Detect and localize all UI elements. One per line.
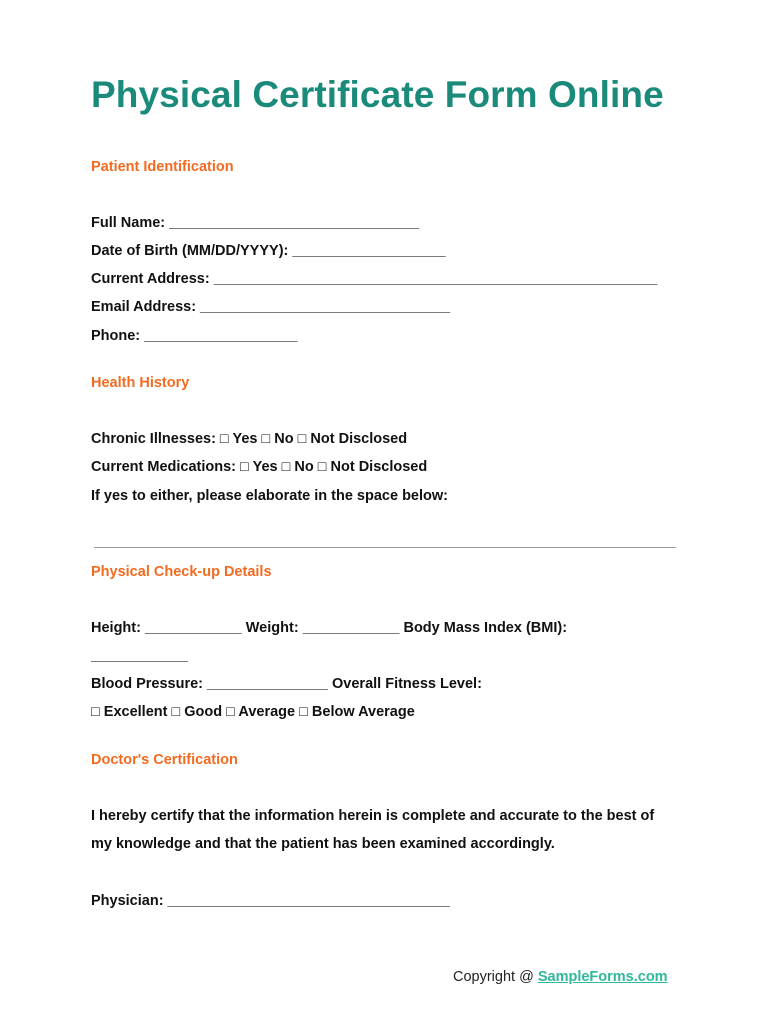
certification-statement-line-1: I hereby certify that the information herein is complete and accurate to the best of	[91, 808, 655, 824]
fitness-level-options[interactable]: □ Excellent □ Good □ Average □ Below Average	[91, 704, 415, 720]
page-title: Physical Certificate Form Online	[91, 74, 664, 115]
phone-field[interactable]: Phone: ___________________	[91, 328, 298, 344]
physician-signature-field[interactable]: Physician: ___________________________________	[91, 893, 450, 909]
section-heading-doctors-certification: Doctor's Certification	[91, 752, 238, 768]
section-heading-physical-checkup: Physical Check-up Details	[91, 564, 272, 580]
blood-pressure-fitness-fields[interactable]: Blood Pressure: _______________ Overall Fitness Level:	[91, 676, 482, 692]
full-name-field[interactable]: Full Name: _______________________________	[91, 215, 420, 231]
chronic-illnesses-options[interactable]: Chronic Illnesses: □ Yes □ No □ Not Disclosed	[91, 431, 408, 447]
section-heading-health-history: Health History	[91, 375, 190, 391]
copyright-text: Copyright @	[453, 969, 534, 985]
footer-copyright	[453, 969, 668, 985]
email-address-field[interactable]: Email Address: _______________________________	[91, 299, 451, 315]
sampleforms-link[interactable]: SampleForms.com	[537, 969, 668, 985]
section-heading-patient-identification: Patient Identification	[91, 159, 234, 175]
bmi-blank-field[interactable]: ____________	[91, 648, 188, 664]
current-address-field[interactable]: Current Address: _______________________________________________________	[91, 271, 658, 287]
elaboration-line[interactable]	[94, 547, 676, 548]
current-medications-options[interactable]: Current Medications: □ Yes □ No □ Not Disclosed	[91, 459, 428, 475]
certification-statement-line-2: my knowledge and that the patient has been examined accordingly.	[91, 836, 555, 852]
date-of-birth-field[interactable]: Date of Birth (MM/DD/YYYY): ___________________	[91, 243, 446, 259]
height-weight-bmi-fields[interactable]: Height: ____________ Weight: ____________ Body Mass Index (BMI):	[91, 620, 568, 636]
elaborate-instruction: If yes to either, please elaborate in the space below:	[91, 488, 448, 504]
